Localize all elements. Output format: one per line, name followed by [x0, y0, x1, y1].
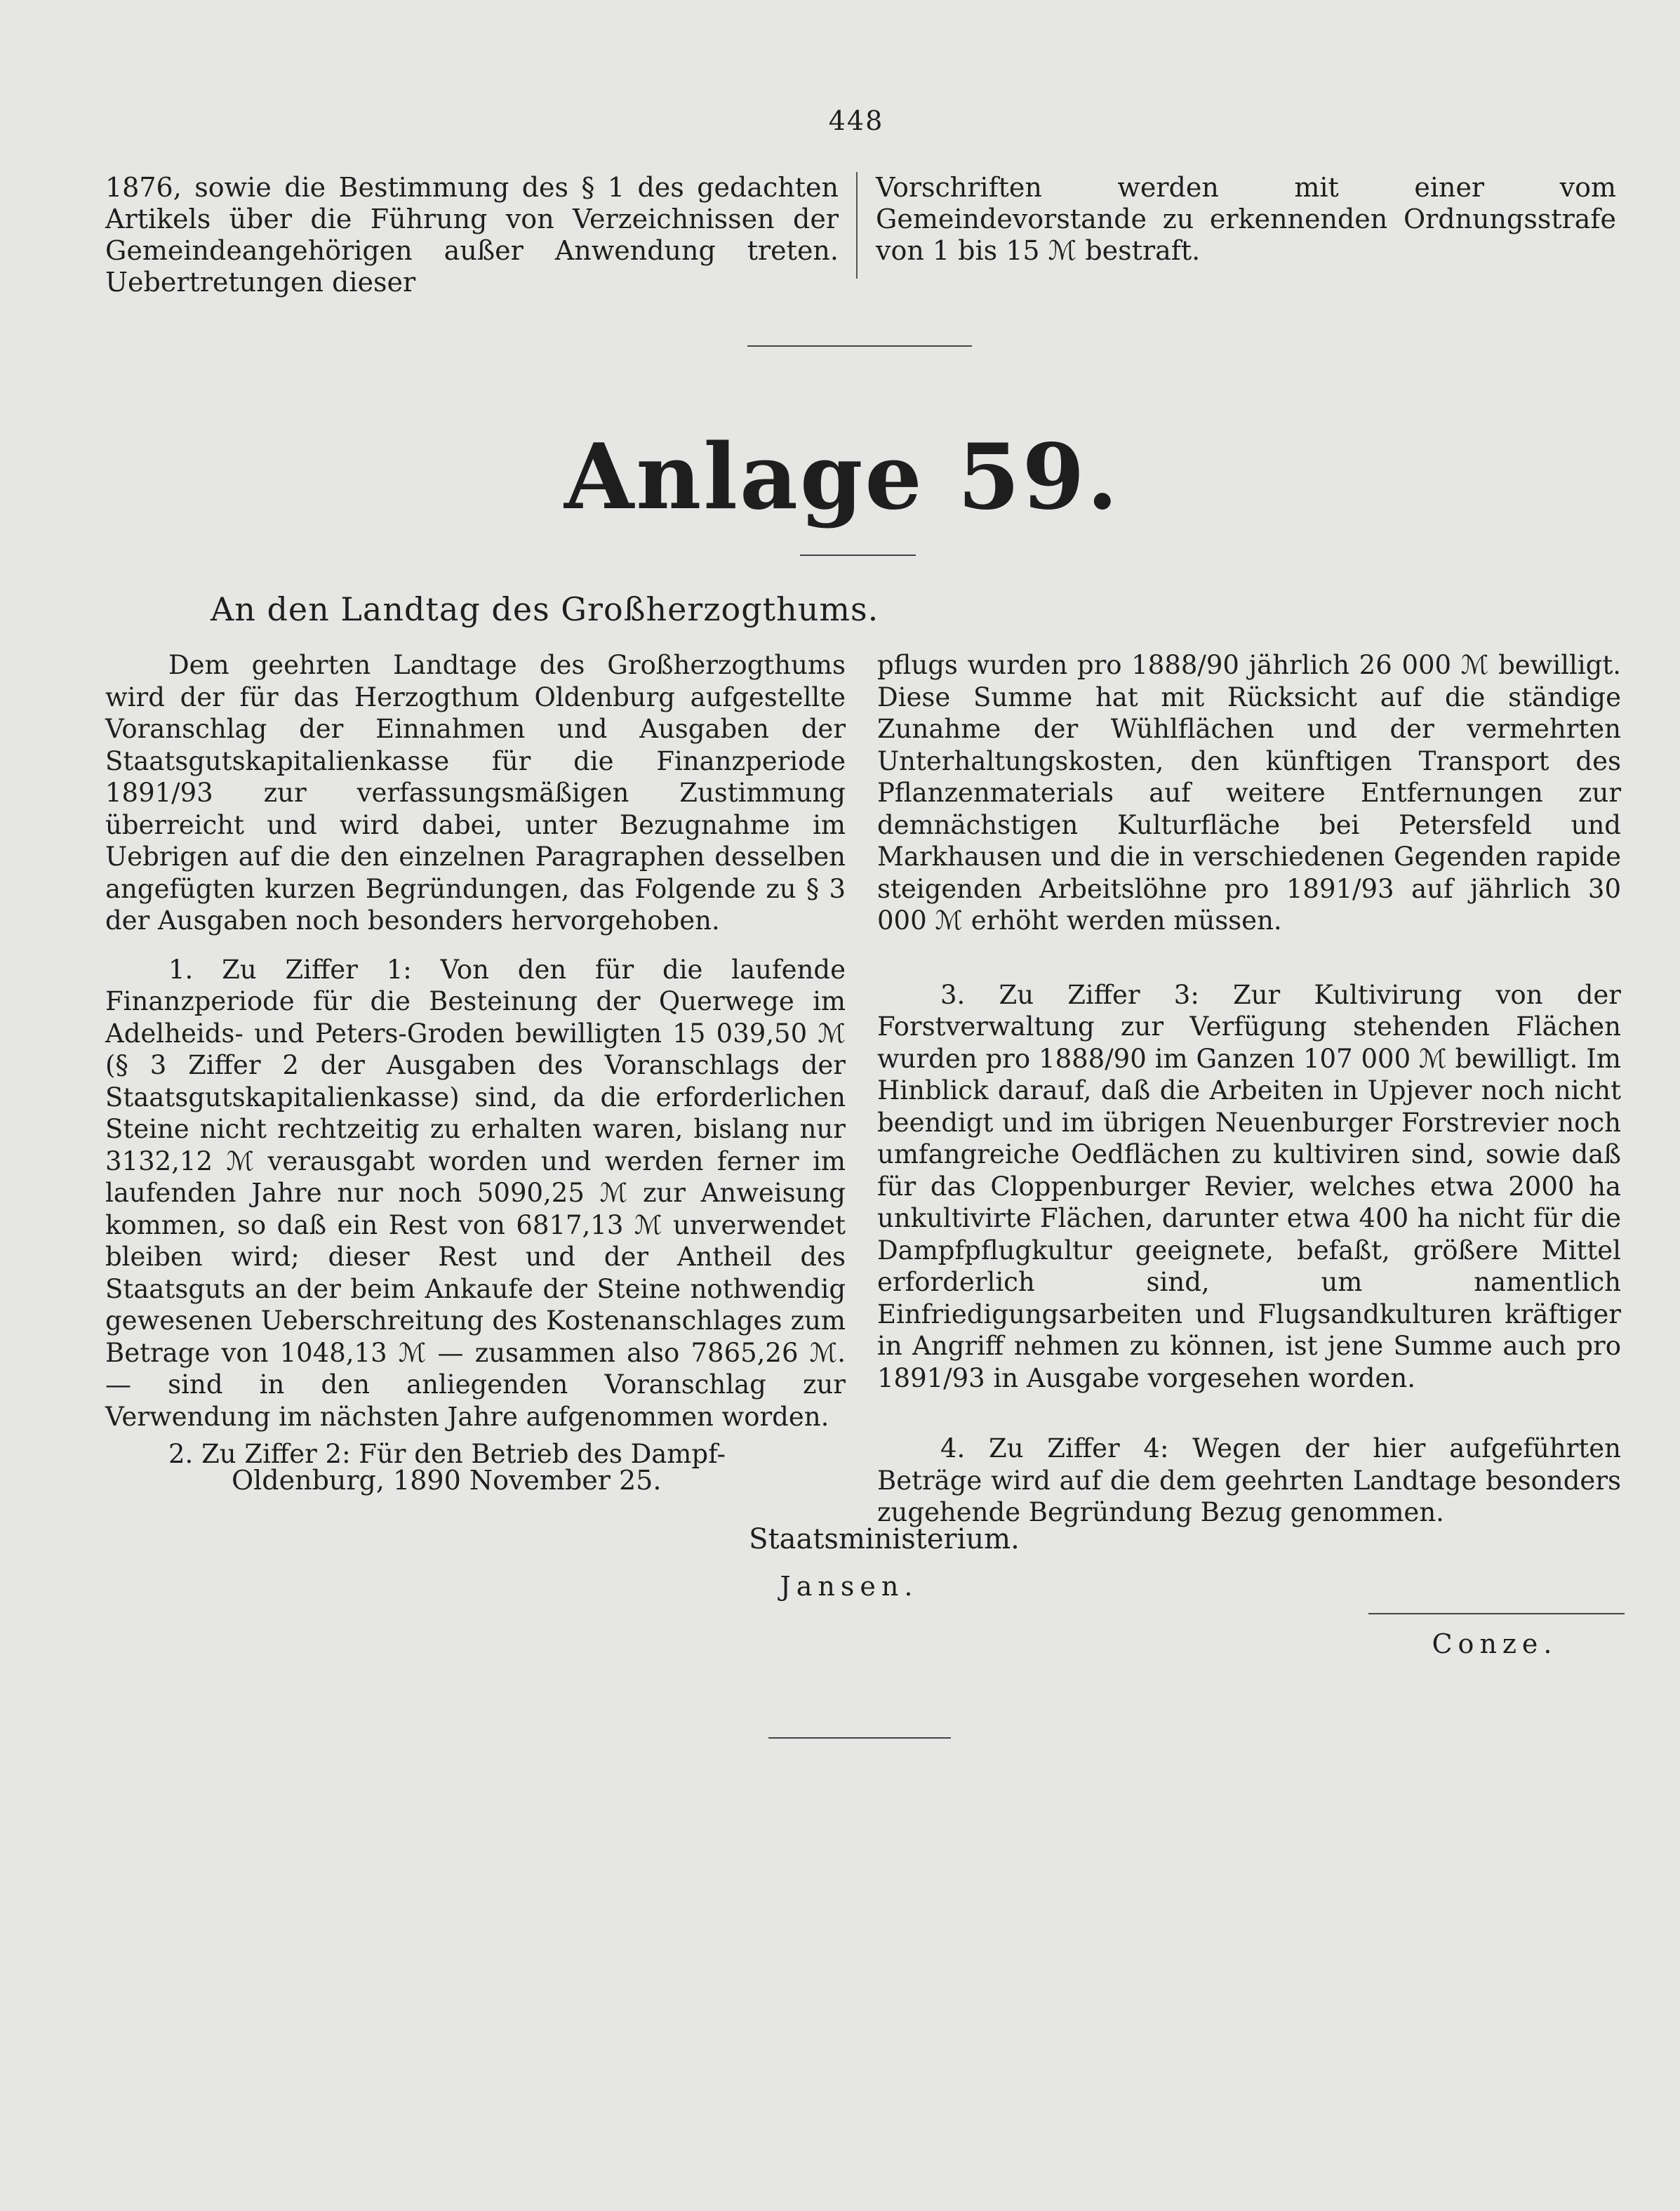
signatory-jansen: Jansen.	[780, 1571, 919, 1602]
place-date-line: Oldenburg, 1890 November 25.	[232, 1465, 662, 1496]
paragraph-item-1: 1. Zu Ziffer 1: Von den für die laufende Finanzperiode für die Besteinung der Querwege im Adelheids- und Peters-Groden bewilligten 15 039,50 ℳ (§ 3 Ziffer 2 der Ausgaben des Voranschlags der Staatsgutskapitalienkasse) sind, da die erforderlichen Steine nicht rechtzeitig zu erhalten waren, bislang nur 3132,12 ℳ verausgabt worden und werden ferner im laufenden Jahre nur noch 5090,25 ℳ zur Anweisung kommen, so daß ein Rest von 6817,13 ℳ unverwendet bleiben wird; dieser Rest und der Antheil des Staatsguts an der beim Ankaufe der Steine nothwendig gewesenen Ueberschreitung des Kostenanschlages zum Betrage von 1048,13 ℳ — zusammen also 7865,26 ℳ. — sind in den anliegenden Voranschlag zur Verwendung im nächsten Jahre aufgenommen worden.	[105, 954, 846, 1432]
separator-rule-bottom	[768, 1737, 951, 1739]
paragraph-item-2-cont: pflugs wurden pro 1888/90 jährlich 26 000 ℳ bewilligt. Diese Summe hat mit Rücksicht auf die ständige Zunahme der Wühlflächen und der vermehrten Unterhaltungskosten, den künftigen Transport des Pflanzenmaterials auf weitere Entfernungen zur demnächstigen Kulturfläche bei Petersfeld und Markhausen und die in verschiedenen Gegenden rapide steigenden Arbeitslöhne pro 1891/93 auf jährlich 30 000 ℳ erhöht werden müssen.	[877, 650, 1621, 936]
signatory-conze: Conze.	[1432, 1628, 1558, 1659]
separator-rule-top	[747, 345, 972, 347]
paragraph-intro: Dem geehrten Landtage des Großherzogthums wird der für das Herzogthum Oldenburg aufgestellte Voranschlag der Einnahmen und Ausgaben der Staatsgutskapitalienkasse für die Finanzperiode 1891/93 zur verfassungsmäßigen Zustimmung überreicht und wird dabei, unter Bezugnahme im Uebrigen auf die den einzelnen Paragraphen desselben angefügten kurzen Begründungen, das Folgende zu § 3 der Ausgaben noch besonders hervorgehoben.	[105, 650, 846, 936]
top-left-paragraph: 1876, sowie die Bestimmung des § 1 des gedachten Artikels über die Führung von Verzeichnissen der Gemeindeangehörigen außer Anwendung treten. Uebertretungen dieser	[105, 172, 839, 298]
paragraph-item-3: 3. Zu Ziffer 3: Zur Kultivirung von der Forstverwaltung zur Verfügung stehenden Flächen wurden pro 1888/90 im Ganzen 107 000 ℳ bewilligt. Im Hinblick darauf, daß die Arbeiten in Upjever noch nicht beendigt und im übrigen Neuenburger Forstrevier noch umfangreiche Oedflächen zu kultiviren sind, sowie daß für das Cloppenburger Revier, welches etwa 2000 ha unkultivirte Flächen, darunter etwa 400 ha nicht für die Dampfpflugkultur geeignete, befaßt, größere Mittel erforderlich sind, um namentlich Einfriedigungsarbeiten und Flugsandkulturen kräftiger in Angriff nehmen zu können, ist jene Summe auch pro 1891/93 in Ausgabe vorgesehen worden.	[877, 979, 1621, 1393]
top-left-column	[105, 172, 839, 298]
addressee-heading: An den Landtag des Großherzogthums.	[211, 590, 879, 628]
annex-title: Anlage 59.	[564, 425, 1121, 530]
title-underline	[800, 555, 916, 556]
top-right-paragraph: Vorschriften werden mit einer vom Gemeindevorstande zu erkennenden Ordnungsstrafe von 1 bis 15 ℳ bestraft.	[876, 172, 1616, 266]
page-number: 448	[828, 105, 884, 136]
body-right-column	[877, 649, 1621, 1529]
column-divider	[856, 172, 858, 279]
body-left-column	[105, 649, 846, 1470]
paragraph-item-4: 4. Zu Ziffer 4: Wegen der hier aufgeführten Beträge wird auf die dem geehrten Landtage besonders zugehende Begründung Bezug genommen.	[877, 1433, 1621, 1527]
top-right-column	[876, 172, 1616, 267]
ministry-signature: Staatsministerium.	[749, 1523, 1020, 1555]
paragraph-item-2-start: 2. Zu Ziffer 2: Für den Betrieb des Dampf-	[168, 1439, 726, 1469]
signature-rule	[1368, 1613, 1625, 1614]
